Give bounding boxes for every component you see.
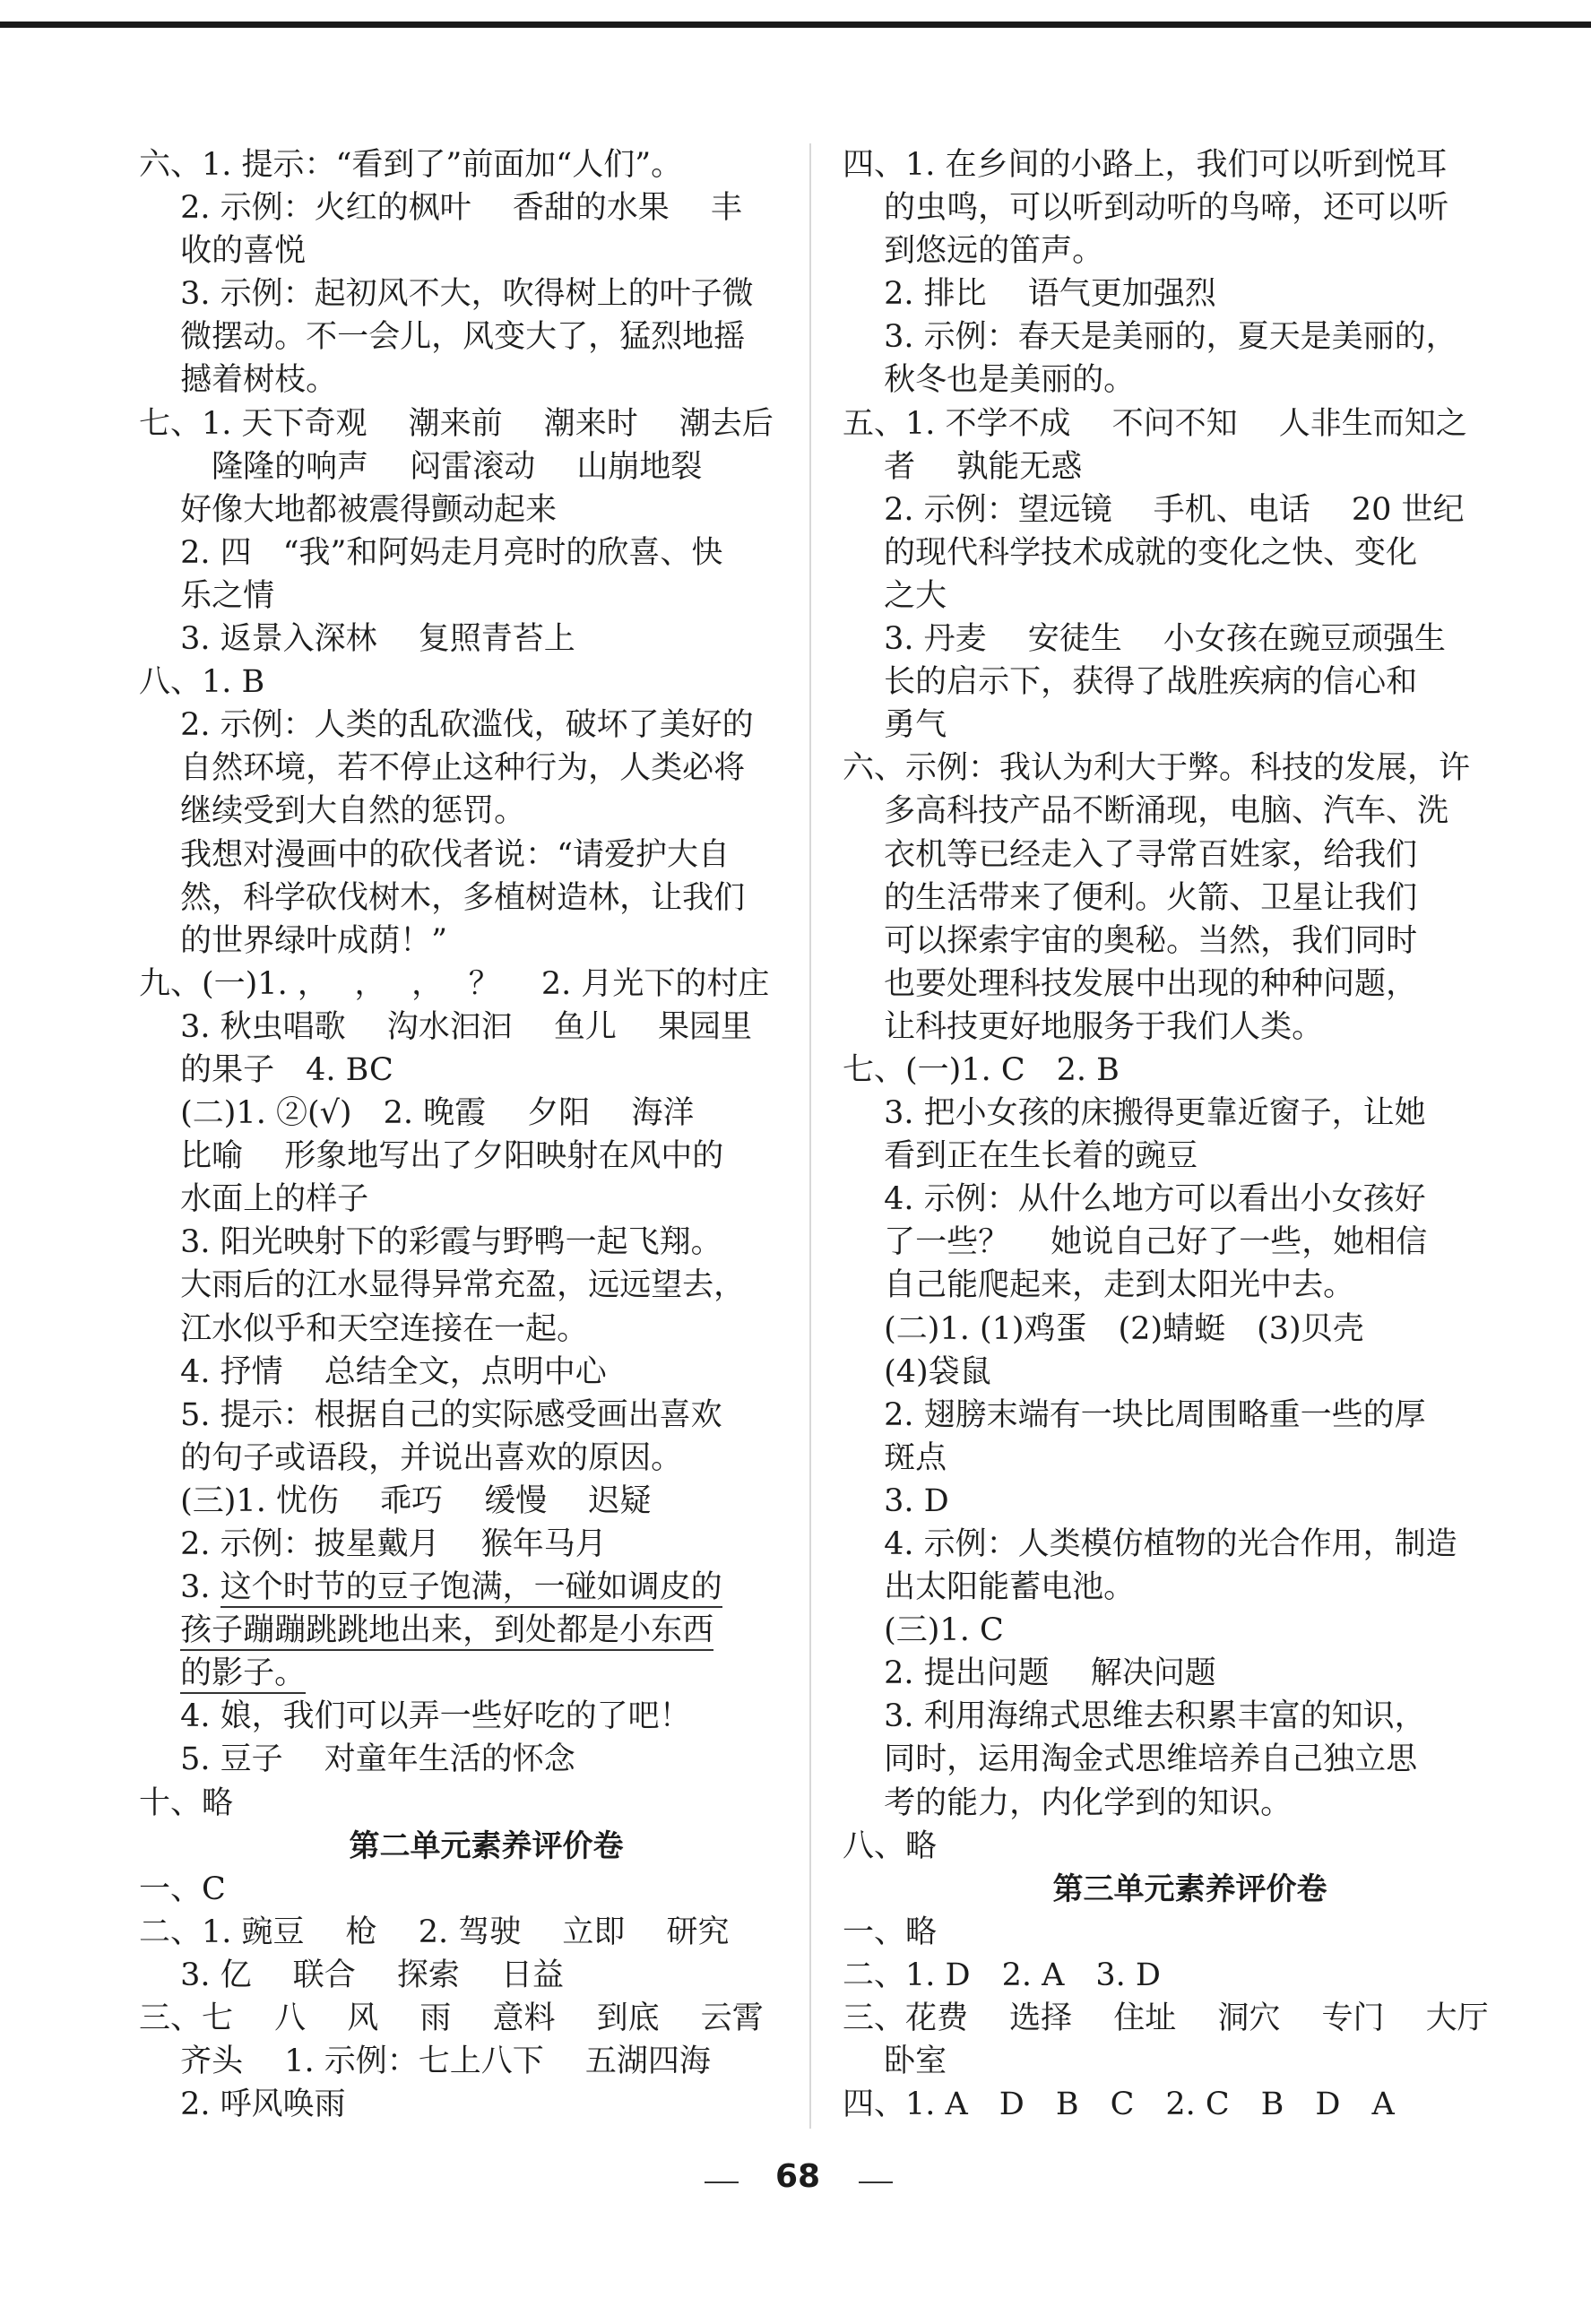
answer-line: 隆隆的响声 闷雷滚动 山崩地裂: [139, 448, 703, 485]
answer-line: 一、略: [843, 1914, 938, 1950]
answer-line: 我想对漫画中的砍伐者说：“请爱护大自: [139, 836, 731, 873]
answer-line: 2. 呼风唤雨: [139, 2086, 346, 2123]
answer-line: 也要处理科技发展中出现的种种问题，: [843, 965, 1418, 1002]
answer-line: 4. 娘，我们可以弄一些好吃的了吧！: [139, 1698, 691, 1735]
answer-line: 5. 豆子 对童年生活的怀念: [139, 1741, 575, 1778]
answer-line: 4. 抒情 总结全文，点明中心: [139, 1353, 607, 1390]
page-footer: [0, 2158, 1591, 2203]
answer-line: 可以探索宇宙的奥秘。当然，我们同时: [843, 922, 1418, 959]
answer-line: 大雨后的江水显得异常充盈，远远望去，: [139, 1267, 746, 1304]
answer-line: 二、1. D 2. A 3. D: [843, 1957, 1161, 1993]
answer-line: 2. 四 “我”和阿妈走月亮时的欣喜、快: [139, 534, 723, 571]
answer-line: 2. 示例：望远镜 手机、电话 20 世纪: [843, 491, 1465, 528]
answer-line: 比喻 形象地写出了夕阳映射在风中的: [139, 1138, 724, 1175]
answer-line: 的生活带来了便利。火箭、卫星让我们: [843, 879, 1418, 916]
right-column: [843, 143, 1537, 2126]
answer-line: 3. 利用海绵式思维去积累丰富的知识，: [843, 1698, 1426, 1735]
answer-line: 3. 阳光映射下的彩霞与野鸭一起飞翔。: [139, 1224, 722, 1261]
answer-line: 撼着树枝。: [139, 362, 338, 399]
answer-line: 3. 返景入深林 复照青苔上: [139, 621, 575, 658]
answer-line: (三)1. C: [843, 1612, 1004, 1649]
answer-line: 2. 示例：火红的枫叶 香甜的水果 丰: [139, 190, 742, 227]
answer-line: 江水似乎和天空连接在一起。: [139, 1310, 589, 1347]
answer-line: 自己能爬起来，走到太阳光中去。: [843, 1267, 1355, 1304]
answer-line: 一、C: [139, 1870, 226, 1907]
answer-line: 看到正在生长着的豌豆: [843, 1138, 1198, 1175]
answer-line: 2. 示例：人类的乱砍滥伐，破坏了美好的: [139, 707, 754, 744]
answer-line: 的世界绿叶成荫！”: [139, 922, 448, 959]
answer-line: 乐之情: [139, 577, 275, 614]
answer-line: 衣机等已经走入了寻常百姓家，给我们: [843, 836, 1418, 873]
answer-line: 水面上的样子: [139, 1181, 369, 1218]
answer-line: (三)1. 忧伤 乖巧 缓慢 迟疑: [139, 1482, 652, 1519]
answer-line: 3. D: [843, 1482, 949, 1519]
answer-line: 八、略: [843, 1827, 938, 1864]
answer-line: 之大: [843, 577, 947, 614]
answer-line: 四、1. A D B C 2. C B D A: [843, 2086, 1395, 2123]
answer-line: 六、1. 提示：“看到了”前面加“人们”。: [139, 147, 683, 183]
answer-line: 3. 亿 联合 探索 日益: [139, 1957, 565, 1993]
answer-line: 3. 丹麦 安徒生 小女孩在豌豆顽强生: [843, 621, 1446, 658]
answer-line: 的句子或语段，并说出喜欢的原因。: [139, 1439, 683, 1476]
answer-line: 微摆动。不一会儿，风变大了，猛烈地摇: [139, 319, 746, 356]
answer-line: 收的喜悦: [139, 233, 307, 270]
answer-line: 三、花费 选择 住址 洞穴 专门 大厅: [843, 2000, 1489, 2037]
answer-line: 勇气: [843, 707, 947, 744]
answer-line: 七、1. 天下奇观 潮来前 潮来时 潮去后: [139, 405, 774, 442]
answer-line: 五、1. 不学不成 不问不知 人非生而知之: [843, 405, 1467, 442]
answer-line: 4. 示例：从什么地方可以看出小女孩好: [843, 1181, 1426, 1218]
section-title: 第二单元素养评价卷: [349, 1827, 624, 1864]
answer-line: 多高科技产品不断涌现，电脑、汽车、洗: [843, 793, 1449, 830]
answer-line: 长的启示下，获得了战胜疾病的信心和: [843, 664, 1418, 701]
answer-line: 八、1. B: [139, 664, 265, 701]
answer-line: 让科技更好地服务于我们人类。: [843, 1008, 1324, 1045]
answer-line: 2. 提出问题 解决问题: [843, 1655, 1216, 1692]
answer-line: 斑点: [843, 1439, 947, 1476]
answer-line: 十、略: [139, 1784, 234, 1821]
answer-line: 然，科学砍伐树木，多植树造林，让我们: [139, 879, 746, 916]
answer-line: 七、(一)1. C 2. B: [843, 1051, 1120, 1088]
answer-line: 三、七 八 风 雨 意料 到底 云霄: [139, 2000, 764, 2037]
answer-line: 3. 秋虫唱歌 沟水汩汩 鱼儿 果园里: [139, 1008, 753, 1045]
page-number: 68: [774, 2158, 821, 2195]
column-divider: [809, 143, 811, 2129]
answer-line: 出太阳能蓄电池。: [843, 1569, 1136, 1606]
left-column: [139, 143, 834, 2126]
answer-line: 自然环境，若不停止这种行为，人类必将: [139, 750, 746, 787]
answer-line: 了一些？ 她说自己好了一些，她相信: [843, 1224, 1428, 1261]
answer-line: 2. 示例：披星戴月 猴年马月: [139, 1526, 607, 1562]
footer-dash-right: [859, 2181, 893, 2183]
answer-line: 二、1. 豌豆 枪 2. 驾驶 立即 研究: [139, 1914, 730, 1950]
answer-line: 4. 示例：人类模仿植物的光合作用，制造: [843, 1526, 1457, 1562]
answer-line: 3. 这个时节的豆子饱满，一碰如调皮的: [139, 1566, 834, 1609]
answer-line: 好像大地都被震得颤动起来: [139, 491, 558, 528]
answer-line: 5. 提示：根据自己的实际感受画出喜欢: [139, 1396, 722, 1433]
answer-line: (二)1. ②(√) 2. 晚霞 夕阳 海洋: [139, 1095, 695, 1132]
answer-line: 同时，运用淘金式思维培养自己独立思: [843, 1741, 1418, 1778]
answer-line: 2. 排比 语气更加强烈: [843, 276, 1216, 313]
answer-line: 的影子。: [139, 1652, 834, 1695]
answer-line: 秋冬也是美丽的。: [843, 362, 1136, 399]
answer-line: 考的能力，内化学到的知识。: [843, 1784, 1293, 1821]
answer-line: 六、示例：我认为利大于弊。科技的发展，许: [843, 750, 1471, 787]
answer-line: 九、(一)1. ， ， ， ？ 2. 月光下的村庄: [139, 965, 770, 1002]
footer-dash-left: [705, 2181, 739, 2183]
answer-line: 到悠远的笛声。: [843, 233, 1104, 270]
answer-line: 的虫鸣，可以听到动听的鸟啼，还可以听: [843, 190, 1449, 227]
answer-line: 3. 示例：春天是美丽的，夏天是美丽的，: [843, 319, 1457, 356]
answer-line: (4)袋鼠: [843, 1353, 991, 1390]
answer-line: 的现代科学技术成就的变化之快、变化: [843, 534, 1418, 571]
answer-line: 3. 把小女孩的床搬得更靠近窗子，让她: [843, 1095, 1426, 1132]
section-title: 第三单元素养评价卷: [1052, 1870, 1327, 1907]
answer-line: 卧室: [843, 2043, 947, 2080]
top-rule: [0, 22, 1591, 28]
answer-line: 者 孰能无惑: [843, 448, 1083, 485]
answer-line: 齐头 1. 示例：七上八下 五湖四海: [139, 2043, 711, 2080]
answer-line: 孩子蹦蹦跳跳地出来，到处都是小东西: [139, 1609, 834, 1652]
answer-line: 的果子 4. BC: [139, 1051, 393, 1088]
answer-line: 2. 翅膀末端有一块比周围略重一些的厚: [843, 1396, 1426, 1433]
answer-line: 四、1. 在乡间的小路上，我们可以听到悦耳: [843, 147, 1448, 183]
answer-line: 3. 示例：起初风不大，吹得树上的叶子微: [139, 276, 754, 313]
answer-line: (二)1. (1)鸡蛋 (2)蜻蜓 (3)贝壳: [843, 1310, 1364, 1347]
answer-line: 继续受到大自然的惩罚。: [139, 793, 526, 830]
